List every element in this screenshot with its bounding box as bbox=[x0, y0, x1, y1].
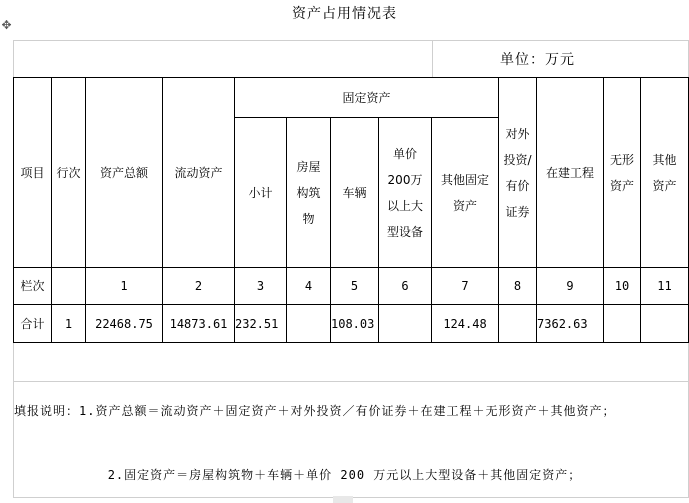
header-construction: 在建工程 bbox=[537, 78, 604, 268]
cell-other bbox=[641, 305, 689, 343]
header-vehicles: 车辆 bbox=[331, 118, 379, 268]
cell-vehicles: 108.03 bbox=[331, 305, 379, 343]
unit-label: 单位：万元 bbox=[500, 52, 575, 68]
header-subtotal: 小计 bbox=[235, 118, 287, 268]
cell-buildings bbox=[287, 305, 331, 343]
header-large-equipment: 单价 200万 以上大 型设备 bbox=[379, 118, 432, 268]
cell-investment bbox=[499, 305, 537, 343]
total-row-no: 1 bbox=[52, 305, 86, 343]
cell-intangible bbox=[604, 305, 641, 343]
asset-table bbox=[13, 77, 689, 343]
column-number: 9 bbox=[537, 268, 604, 305]
document-title: 资产占用情况表 bbox=[292, 6, 397, 22]
grid-line bbox=[13, 40, 689, 41]
column-number-label: 栏次 bbox=[14, 268, 52, 305]
column-number: 7 bbox=[432, 268, 499, 305]
table-move-handle-icon[interactable]: ✥ bbox=[1, 18, 12, 32]
column-number: 4 bbox=[287, 268, 331, 305]
grid-line bbox=[13, 381, 689, 382]
table-row bbox=[14, 305, 689, 343]
header-other: 其他 资产 bbox=[641, 78, 689, 268]
filling-note-1: 填报说明：1.资产总额＝流动资产＋固定资产＋对外投资／有价证券＋在建工程＋无形资产＋其他资产； bbox=[14, 404, 616, 418]
column-number: 10 bbox=[604, 268, 641, 305]
header-other-fixed: 其他固定 资产 bbox=[432, 118, 499, 268]
column-number: 2 bbox=[163, 268, 235, 305]
grid-line bbox=[13, 342, 14, 382]
header-fixed-assets: 固定资产 bbox=[235, 78, 499, 118]
grid-line bbox=[13, 40, 14, 77]
column-number: 11 bbox=[641, 268, 689, 305]
cell-other-fixed: 124.48 bbox=[432, 305, 499, 343]
header-current-assets: 流动资产 bbox=[163, 78, 235, 268]
cell-subtotal: 232.51 bbox=[235, 305, 287, 343]
column-number: 3 bbox=[235, 268, 287, 305]
column-number: 8 bbox=[499, 268, 537, 305]
header-investment: 对外 投资/ 有价 证券 bbox=[499, 78, 537, 268]
column-number: 1 bbox=[86, 268, 163, 305]
cell-construction: 7362.63 bbox=[537, 305, 604, 343]
column-number bbox=[52, 268, 86, 305]
cell-total-assets: 22468.75 bbox=[86, 305, 163, 343]
header-row-no: 行次 bbox=[52, 78, 86, 268]
column-number: 6 bbox=[379, 268, 432, 305]
header-intangible: 无形 资产 bbox=[604, 78, 641, 268]
header-total-assets: 资产总额 bbox=[86, 78, 163, 268]
scrollbar-thumb[interactable] bbox=[333, 496, 353, 503]
cell-large-equipment bbox=[379, 305, 432, 343]
column-number: 5 bbox=[331, 268, 379, 305]
table-row bbox=[14, 268, 689, 305]
cell-current-assets: 14873.61 bbox=[163, 305, 235, 343]
header-item: 项目 bbox=[14, 78, 52, 268]
total-row-label: 合计 bbox=[14, 305, 52, 343]
header-buildings: 房屋 构筑 物 bbox=[287, 118, 331, 268]
grid-line bbox=[432, 40, 433, 77]
filling-note-2: 2.固定资产＝房屋构筑物＋车辆＋单价 200 万元以上大型设备＋其他固定资产； bbox=[107, 468, 582, 482]
